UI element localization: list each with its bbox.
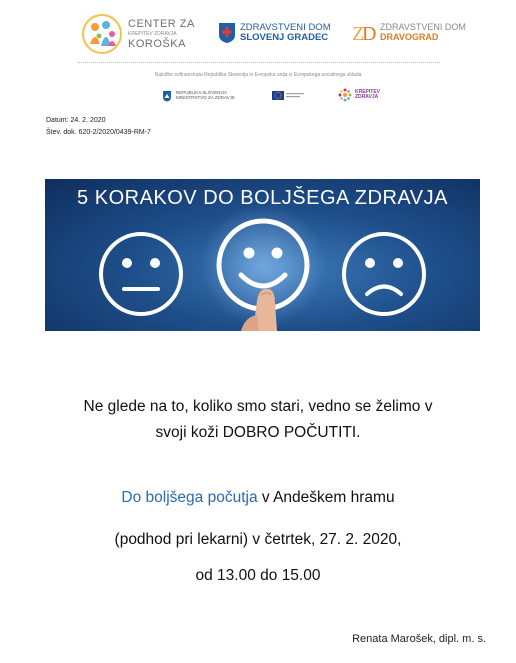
body-line-2: svoji koži DOBRO POČUTITI. [155,424,361,441]
krepitev-zdravja-label: KREPITEV ZDRAVJA [128,30,177,37]
shield-cross-icon [218,22,236,44]
center-za-krepitev-zdravja-logo [82,14,195,54]
banner-title: 5 KORAKOV DO BOLJŠEGA ZDRAVJA [77,187,448,209]
eu-flag-icon [272,90,306,102]
svg-text:Z: Z [352,23,365,44]
body-line-4: (podhod pri lekarni) v četrtek, 27. 2. 2020, [114,531,402,548]
document-date: Datum: 24. 2. 2020 [46,117,106,124]
body-line-5: od 13.00 do 15.00 [195,567,321,584]
signature: Renata Marošek, dipl. m. s. [352,633,486,645]
zd-dr-line1: ZDRAVSTVENI DOM [380,22,466,33]
hero-banner [45,179,480,331]
event-highlight: Do boljšega počutja [121,489,258,506]
family-icon [82,14,122,54]
ministry-line2: MINISTRSTVO ZA ZDRAVJE [176,95,235,100]
funding-note: Naložbo sofinancirata Republika Slovenija in Evropska unija iz Evropskega socialnega sklada [154,72,362,78]
event-location: v Andeškem hramu [257,489,395,506]
zd-dr-line2: DRAVOGRAD [380,32,439,42]
ministry-logo [162,90,235,102]
center-za-label: CENTER ZA [128,17,195,30]
zd-sg-line2: SLOVENJ GRADEC [240,32,329,43]
koroska-label: KOROŠKA [128,37,186,50]
zd-sg-line1: ZDRAVSTVENI DOM [240,22,331,34]
zd-slovenj-gradec-logo [218,22,331,44]
eu-logo [272,90,306,102]
document-meta [46,115,151,139]
slovenia-coat-of-arms-icon [162,90,172,102]
ministry-line1: REPUBLIKA SLOVENIJA [176,90,228,96]
body-line-1: Ne glede na to, koliko smo stari, vedno se želimo v [83,398,433,415]
document-number: Štev. dok. 620-2/2020/0439-RM-7 [46,129,151,136]
header-logos [0,0,516,62]
header-divider [78,62,440,63]
sad-face-icon [344,234,424,314]
zd-dravograd-logo [352,22,466,44]
svg-text:D: D [362,23,376,44]
sunburst-icon [338,88,352,102]
body-line-3 [0,489,516,507]
partner-logos [0,88,516,108]
krepitev-line1: KREPITEV [355,88,381,95]
krepitev-line2: ZDRAVJA [355,94,379,100]
krepitev-zdravja-logo [338,88,380,102]
zd-monogram-icon [352,22,376,44]
neutral-face-icon [101,234,181,314]
